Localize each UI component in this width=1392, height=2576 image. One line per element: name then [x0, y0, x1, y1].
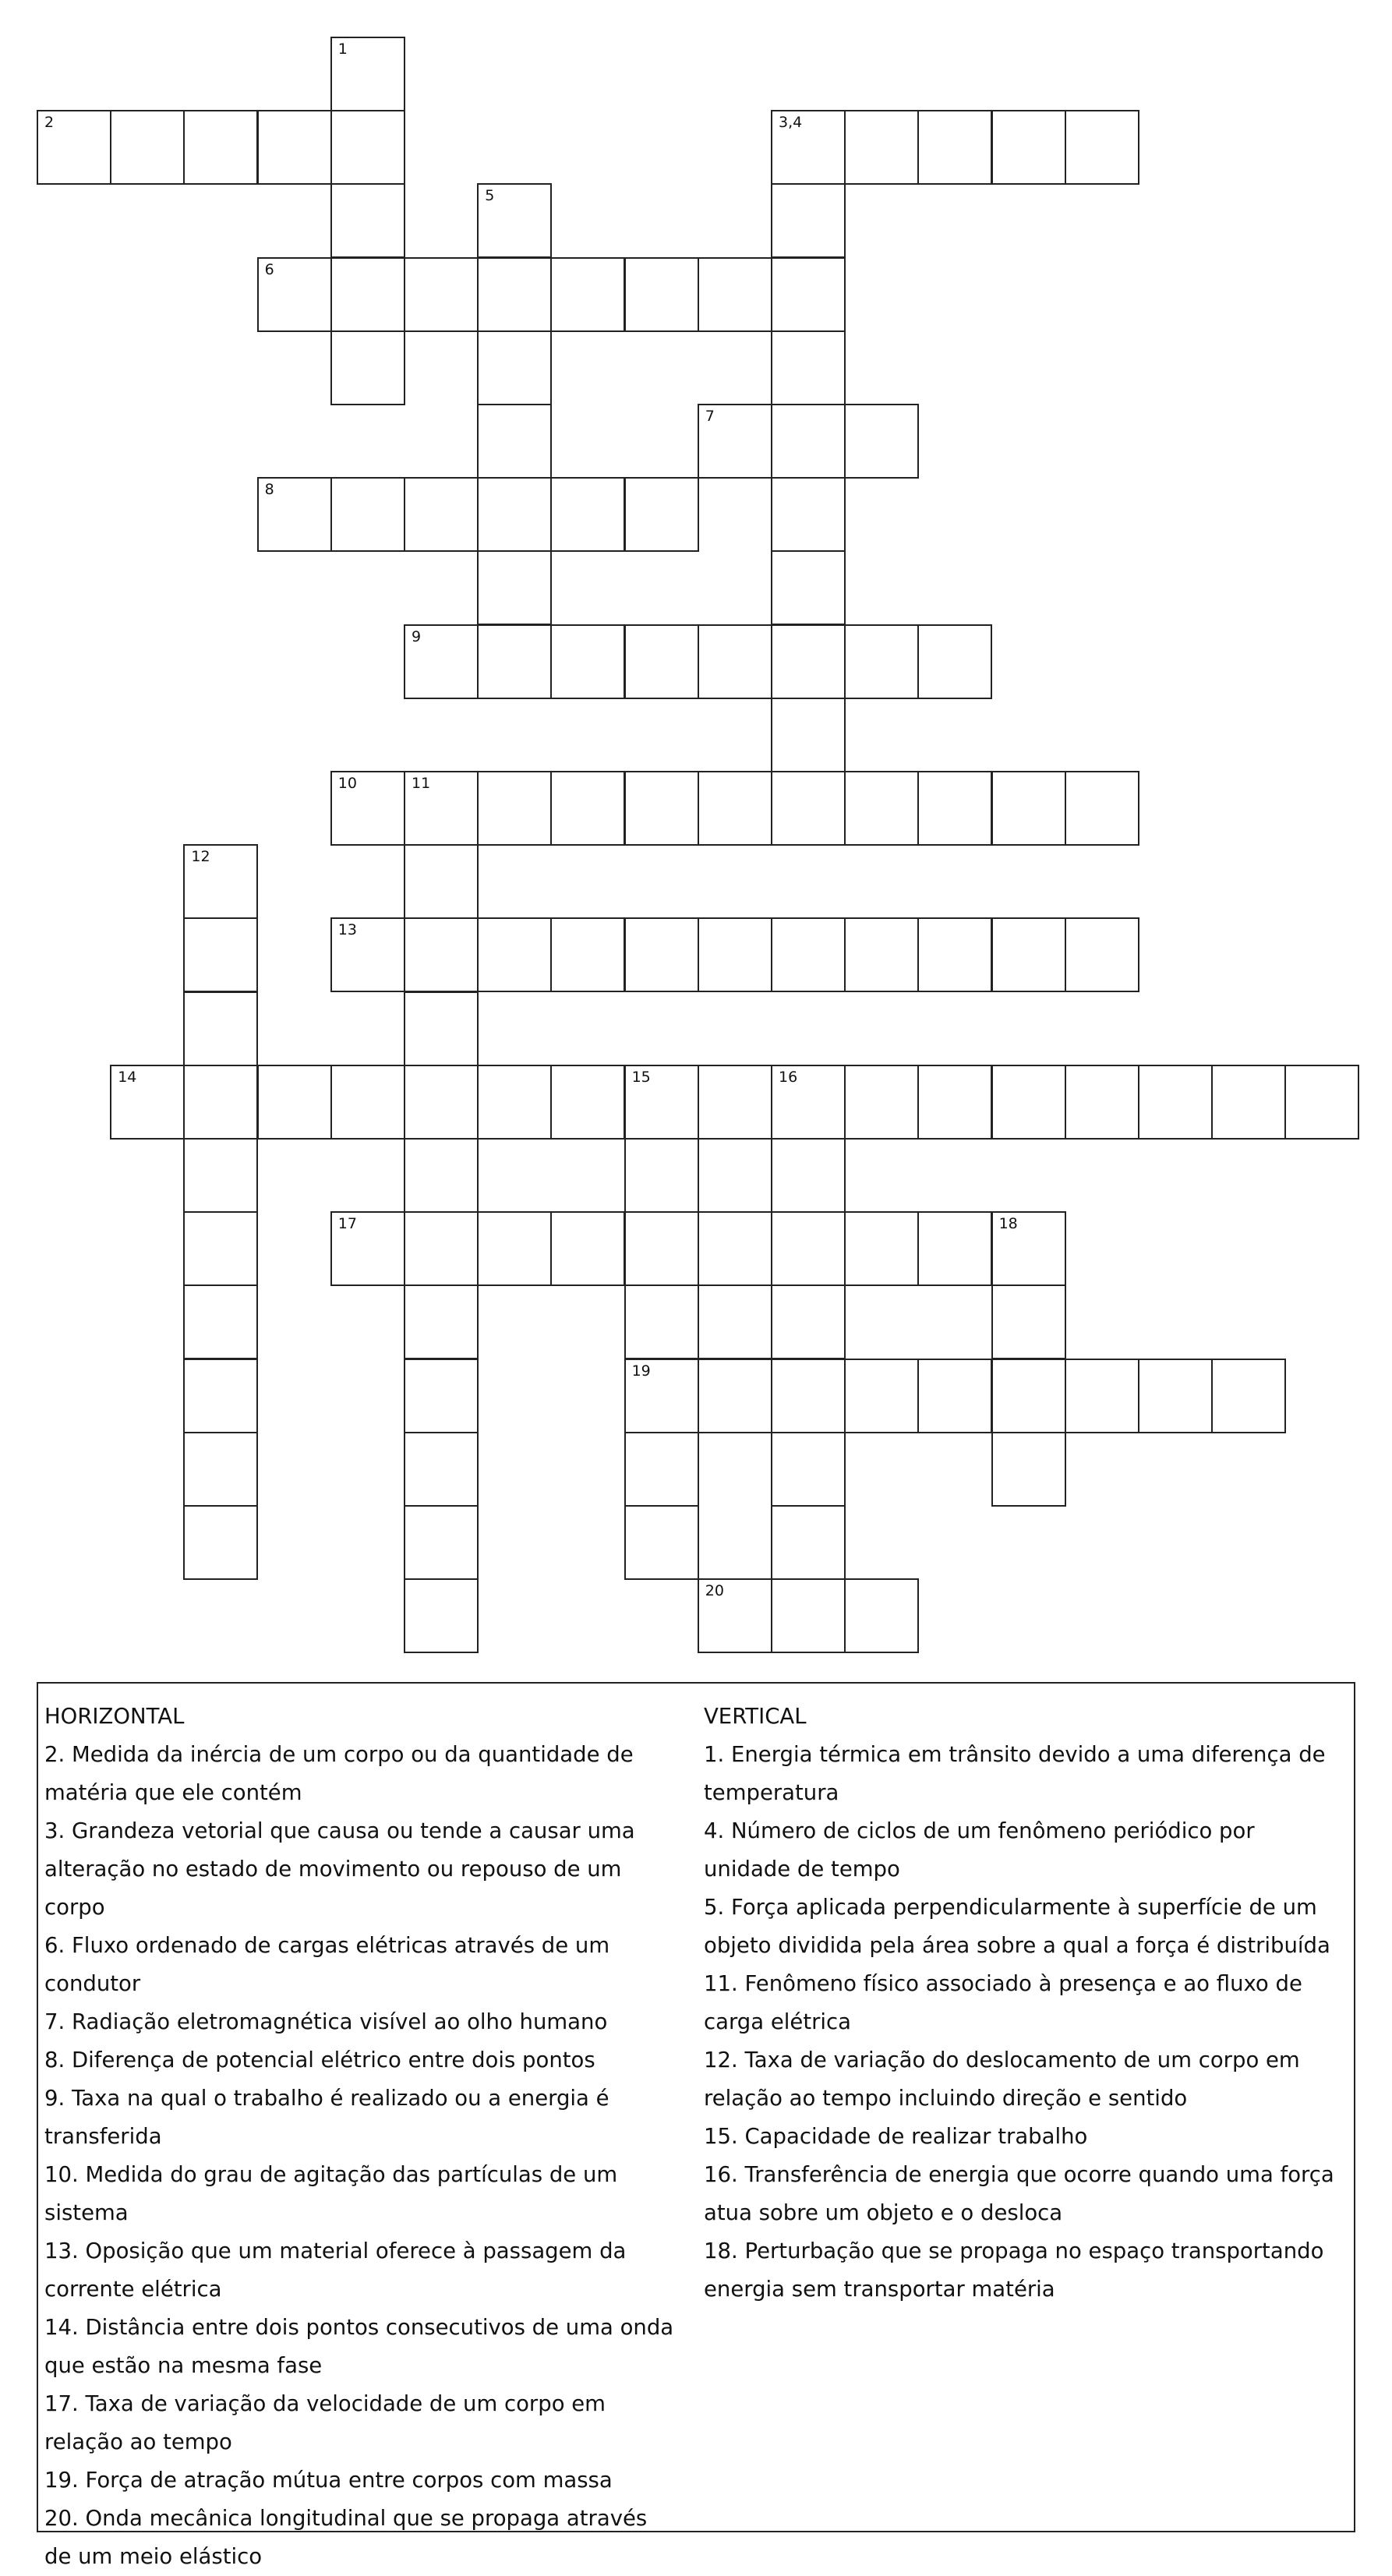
grid-cell[interactable] [698, 917, 772, 992]
clue-number: 3,4 [779, 114, 803, 132]
horizontal-clue: 19. Força de atração mútua entre corpos com massa [44, 2468, 613, 2493]
grid-cell[interactable] [404, 624, 479, 699]
grid-cell[interactable] [477, 477, 552, 552]
grid-cell[interactable] [550, 1211, 625, 1286]
grid-cell[interactable] [624, 1359, 699, 1433]
grid-cell[interactable] [991, 771, 1066, 846]
grid-cell[interactable] [404, 917, 479, 992]
grid-cell[interactable] [477, 1211, 552, 1286]
grid-cell[interactable] [550, 624, 625, 699]
horizontal-clue: 2. Medida da inércia de um corpo ou da quantidade de matéria que ele contém [44, 1742, 634, 1805]
horizontal-clue: 6. Fluxo ordenado de cargas elétricas através de um condutor [44, 1933, 610, 1996]
grid-cell[interactable] [771, 624, 846, 699]
grid-cell[interactable] [771, 698, 846, 772]
grid-cell[interactable] [477, 183, 552, 258]
grid-cell[interactable] [771, 1359, 846, 1433]
grid-cell[interactable] [550, 771, 625, 846]
horizontal-clue: 17. Taxa de variação da velocidade de um corpo em relação ao tempo [44, 2391, 606, 2454]
grid-cell[interactable] [991, 1284, 1066, 1359]
grid-cell[interactable] [404, 1505, 479, 1580]
grid-cell[interactable] [183, 1505, 258, 1580]
grid-cell[interactable] [257, 257, 332, 332]
grid-cell[interactable] [844, 1211, 919, 1286]
grid-cell[interactable] [917, 1065, 992, 1140]
grid-cell[interactable] [330, 183, 405, 258]
grid-cell[interactable] [1065, 1359, 1139, 1433]
grid-cell[interactable] [917, 1211, 992, 1286]
grid-cell[interactable] [624, 771, 699, 846]
grid-cell[interactable] [624, 1432, 699, 1507]
horizontal-clue: 14. Distância entre dois pontos consecutivos de uma onda que estão na mesma fase [44, 2315, 674, 2378]
grid-cell[interactable] [330, 330, 405, 405]
grid-cell[interactable] [477, 917, 552, 992]
grid-cell[interactable] [771, 477, 846, 552]
grid-cell[interactable] [404, 1138, 479, 1213]
grid-cell[interactable] [771, 917, 846, 992]
vertical-clue: 16. Transferência de energia que ocorre quando uma força atua sobre um objeto e o desloca [704, 2162, 1334, 2225]
grid-cell[interactable] [550, 917, 625, 992]
grid-cell[interactable] [404, 1578, 479, 1653]
grid-cell[interactable] [698, 1138, 772, 1213]
clue-number: 6 [264, 260, 274, 278]
grid-cell[interactable] [477, 550, 552, 625]
grid-cell[interactable] [330, 1065, 405, 1140]
grid-cell[interactable] [1065, 917, 1139, 992]
grid-cell[interactable] [330, 1211, 405, 1286]
grid-cell[interactable] [1065, 110, 1139, 185]
grid-cell[interactable] [477, 257, 552, 332]
horizontal-clue: 9. Taxa na qual o trabalho é realizado ou a energia é transferida [44, 2086, 609, 2149]
grid-cell[interactable] [624, 1211, 699, 1286]
grid-cell[interactable] [37, 110, 111, 185]
grid-cell[interactable] [771, 330, 846, 405]
grid-cell[interactable] [330, 110, 405, 185]
grid-cell[interactable] [550, 477, 625, 552]
vertical-clue: 4. Número de ciclos de um fenômeno periódico por unidade de tempo [704, 1818, 1255, 1882]
grid-cell[interactable] [771, 1065, 846, 1140]
grid-cell[interactable] [991, 1359, 1066, 1433]
grid-cell[interactable] [844, 1578, 919, 1653]
grid-cell[interactable] [183, 1359, 258, 1433]
grid-cell[interactable] [404, 1065, 479, 1140]
grid-cell[interactable] [698, 1578, 772, 1653]
grid-cell[interactable] [991, 1065, 1066, 1140]
grid-cell[interactable] [917, 110, 992, 185]
grid-cell[interactable] [477, 624, 552, 699]
clue-number: 11 [412, 775, 431, 792]
grid-cell[interactable] [771, 1211, 846, 1286]
vertical-title: VERTICAL [704, 1704, 807, 1729]
grid-cell[interactable] [624, 624, 699, 699]
clue-number: 17 [337, 1215, 357, 1233]
grid-cell[interactable] [771, 1138, 846, 1213]
grid-cell[interactable] [844, 624, 919, 699]
grid-cell[interactable] [110, 110, 185, 185]
grid-cell[interactable] [404, 991, 479, 1066]
grid-cell[interactable] [771, 404, 846, 479]
grid-cell[interactable] [991, 1211, 1066, 1286]
grid-cell[interactable] [771, 1578, 846, 1653]
grid-cell[interactable] [698, 1211, 772, 1286]
grid-cell[interactable] [110, 1065, 185, 1140]
clue-number: 9 [412, 627, 422, 645]
grid-cell[interactable] [183, 1284, 258, 1359]
grid-cell[interactable] [1211, 1359, 1286, 1433]
grid-cell[interactable] [771, 1284, 846, 1359]
grid-cell[interactable] [991, 917, 1066, 992]
grid-cell[interactable] [771, 257, 846, 332]
clue-number: 5 [485, 187, 495, 205]
grid-cell[interactable] [624, 1138, 699, 1213]
grid-cell[interactable] [183, 110, 258, 185]
grid-cell[interactable] [698, 1359, 772, 1433]
horizontal-clue: 13. Oposição que um material oferece à passagem da corrente elétrica [44, 2239, 627, 2302]
grid-cell[interactable] [698, 404, 772, 479]
grid-cell[interactable] [991, 1432, 1066, 1507]
grid-cell[interactable] [917, 1359, 992, 1433]
grid-cell[interactable] [404, 257, 479, 332]
grid-cell[interactable] [624, 477, 699, 552]
grid-cell[interactable] [183, 1138, 258, 1213]
grid-cell[interactable] [1065, 1065, 1139, 1140]
grid-cell[interactable] [183, 1211, 258, 1286]
clue-number: 14 [118, 1068, 137, 1086]
clue-number: 13 [337, 921, 357, 939]
clue-number: 1 [337, 41, 348, 58]
grid-cell[interactable] [404, 477, 479, 552]
grid-cell[interactable] [1065, 771, 1139, 846]
grid-cell[interactable] [550, 1065, 625, 1140]
grid-cell[interactable] [257, 477, 332, 552]
grid-cell[interactable] [183, 844, 258, 919]
clue-number: 19 [631, 1362, 651, 1380]
clues-box [37, 1682, 1355, 2569]
grid-cell[interactable] [477, 330, 552, 405]
clue-number: 16 [779, 1068, 798, 1086]
grid-cell[interactable] [330, 257, 405, 332]
grid-cell[interactable] [404, 1211, 479, 1286]
grid-cell[interactable] [477, 771, 552, 846]
grid-cell[interactable] [991, 110, 1066, 185]
grid-cell[interactable] [844, 404, 919, 479]
vertical-clue: 18. Perturbação que se propaga no espaço transportando energia sem transportar matéria [704, 2239, 1324, 2302]
grid-cell[interactable] [330, 477, 405, 552]
grid-cell[interactable] [844, 771, 919, 846]
grid-cell[interactable] [477, 1065, 552, 1140]
vertical-clue: 15. Capacidade de realizar trabalho [704, 2124, 1088, 2149]
clue-number: 2 [44, 114, 55, 132]
grid-cell[interactable] [698, 1065, 772, 1140]
vertical-clue: 5. Força aplicada perpendicularmente à superfície de um objeto dividida pela área sobre a qual a força é distribuída [704, 1895, 1330, 1958]
grid-cell[interactable] [257, 110, 332, 185]
grid-cell[interactable] [698, 257, 772, 332]
grid-cell[interactable] [257, 1065, 332, 1140]
grid-cell[interactable] [404, 1432, 479, 1507]
grid-cell[interactable] [698, 1284, 772, 1359]
grid-cell[interactable] [404, 1359, 479, 1433]
grid-cell[interactable] [1138, 1359, 1213, 1433]
grid-cell[interactable] [917, 771, 992, 846]
grid-cell[interactable] [1211, 1065, 1286, 1140]
grid-cell[interactable] [330, 37, 405, 111]
grid-cell[interactable] [183, 1432, 258, 1507]
grid-cell[interactable] [844, 110, 919, 185]
horizontal-clue-list [44, 1736, 676, 2576]
grid-cell[interactable] [330, 771, 405, 846]
grid-cell[interactable] [1284, 1065, 1359, 1140]
horizontal-clue: 3. Grandeza vetorial que causa ou tende a causar uma alteração no estado de movimento ou repouso de um corpo [44, 1818, 635, 1920]
grid-cell[interactable] [183, 1065, 258, 1140]
grid-cell[interactable] [844, 1359, 919, 1433]
horizontal-clues [44, 1698, 676, 2576]
vertical-clue-list [704, 1736, 1335, 2309]
grid-cell[interactable] [624, 1065, 699, 1140]
grid-cell[interactable] [771, 1505, 846, 1580]
grid-cell[interactable] [624, 1284, 699, 1359]
grid-cell[interactable] [624, 1505, 699, 1580]
horizontal-clue: 10. Medida do grau de agitação das partículas de um sistema [44, 2162, 618, 2225]
grid-cell[interactable] [844, 1065, 919, 1140]
horizontal-clue: 8. Diferença de potencial elétrico entre dois pontos [44, 2048, 595, 2072]
grid-cell[interactable] [771, 183, 846, 258]
grid-cell[interactable] [698, 624, 772, 699]
grid-cell[interactable] [917, 624, 992, 699]
grid-cell[interactable] [477, 404, 552, 479]
grid-cell[interactable] [917, 917, 992, 992]
grid-cell[interactable] [183, 917, 258, 992]
grid-cell[interactable] [698, 771, 772, 846]
grid-cell[interactable] [404, 1284, 479, 1359]
clue-number: 20 [705, 1582, 724, 1600]
vertical-clues [704, 1698, 1335, 2309]
grid-cell[interactable] [624, 257, 699, 332]
vertical-clue: 1. Energia térmica em trânsito devido a uma diferença de temperatura [704, 1742, 1326, 1805]
grid-cell[interactable] [624, 917, 699, 992]
grid-cell[interactable] [330, 917, 405, 992]
grid-cell[interactable] [550, 257, 625, 332]
grid-cell[interactable] [404, 844, 479, 919]
grid-cell[interactable] [183, 991, 258, 1066]
clue-number: 10 [337, 775, 357, 792]
grid-cell[interactable] [771, 1432, 846, 1507]
clue-number: 15 [631, 1068, 651, 1086]
horizontal-title: HORIZONTAL [44, 1704, 185, 1729]
grid-cell[interactable] [404, 771, 479, 846]
vertical-clue: 12. Taxa de variação do deslocamento de um corpo em relação ao tempo incluindo direção e sentido [704, 2048, 1300, 2111]
vertical-clue: 11. Fenômeno físico associado à presença e ao fluxo de carga elétrica [704, 1971, 1302, 2034]
grid-cell[interactable] [1138, 1065, 1213, 1140]
horizontal-clue: 20. Onda mecânica longitudinal que se propaga através de um meio elástico [44, 2506, 648, 2569]
clue-number: 8 [264, 481, 274, 499]
clue-number: 7 [705, 408, 715, 425]
grid-cell[interactable] [771, 550, 846, 625]
grid-cell[interactable] [844, 917, 919, 992]
grid-cell[interactable] [771, 771, 846, 846]
clue-number: 18 [998, 1215, 1018, 1233]
horizontal-clue: 7. Radiação eletromagnética visível ao olho humano [44, 2009, 608, 2034]
grid-cell[interactable] [771, 110, 846, 185]
clue-number: 12 [191, 848, 210, 866]
